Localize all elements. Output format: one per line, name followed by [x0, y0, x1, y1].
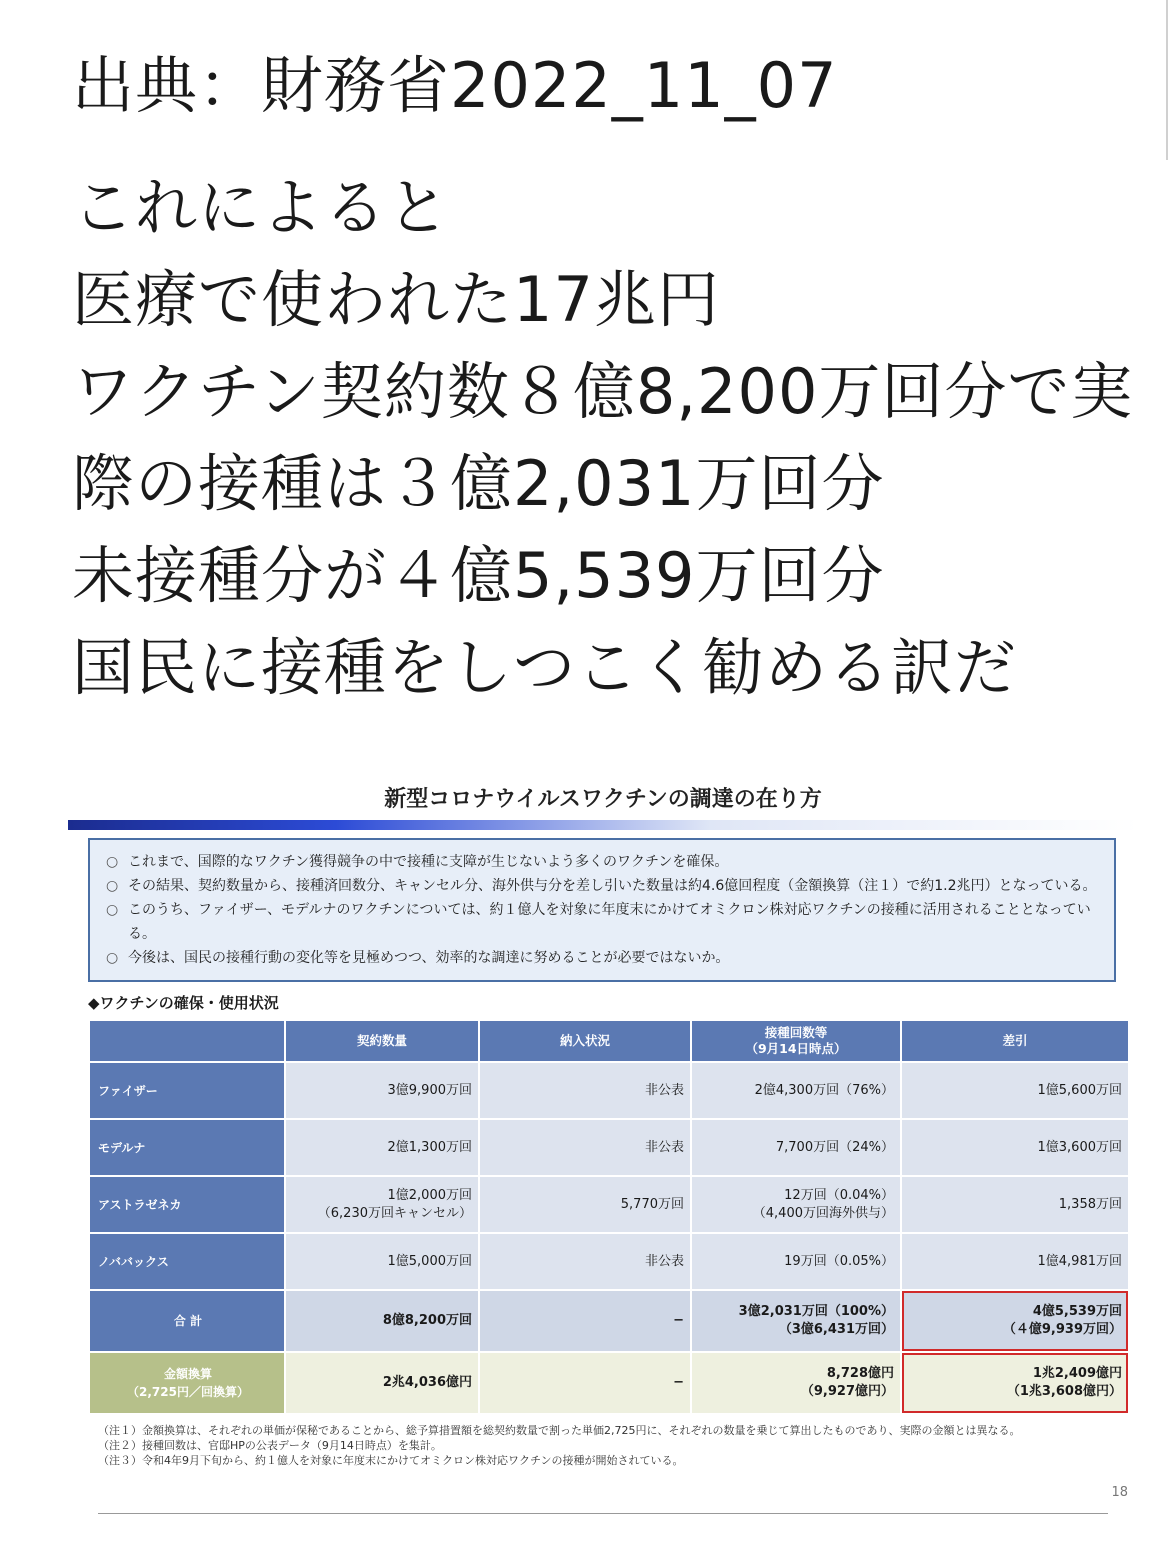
- cell-contract: 2億1,300万回: [285, 1119, 479, 1176]
- footnote: （注３）令和4年9月下旬から、約１億人を対象に年度末にかけてオミクロン株対応ワクチンの接種が開始されている。: [98, 1454, 684, 1467]
- cell-diff-highlighted: [901, 1290, 1129, 1352]
- source-line: 出典：財務省2022_11_07: [72, 49, 838, 122]
- cell-value: 1億2,000万回: [387, 1187, 472, 1203]
- cell-value: 3億2,031万回（100%）: [738, 1304, 894, 1319]
- money-row: [89, 1352, 1129, 1414]
- cell-delivery: 非公表: [479, 1233, 691, 1290]
- cell-value: 12万回（0.04%）: [784, 1187, 894, 1203]
- header-diff: 差引: [901, 1020, 1129, 1062]
- bullet-circle-icon: ○: [106, 854, 119, 870]
- cell-subvalue: （4,400万回海外供与）: [752, 1205, 894, 1221]
- post-line: これによると: [72, 171, 451, 244]
- cell-diff: 1,358万回: [901, 1176, 1129, 1233]
- cell-value: 8,728億円: [826, 1366, 894, 1381]
- post-line: 医療で使われた17兆円: [72, 263, 720, 336]
- table-row: [89, 1233, 1129, 1290]
- header-blank: [89, 1020, 285, 1062]
- vaccine-table: [88, 1019, 1130, 1415]
- summary-item: [106, 898, 1098, 946]
- cell-diff-highlighted: [901, 1352, 1129, 1414]
- cell-subvalue: （1兆3,608億円）: [1006, 1384, 1122, 1399]
- post-line: 際の接種は３億2,031万回分: [72, 447, 885, 520]
- summary-item: [106, 946, 1098, 970]
- summary-item: [106, 874, 1098, 898]
- row-label: [89, 1352, 285, 1414]
- table-row: [89, 1119, 1129, 1176]
- cell-diff: 1億3,600万回: [901, 1119, 1129, 1176]
- section-heading: ◆ワクチンの確保・使用状況: [88, 994, 279, 1012]
- cell-delivery: 5,770万回: [479, 1176, 691, 1233]
- cell-value: 1兆2,409億円: [1032, 1366, 1122, 1381]
- summary-text: その結果、契約数量から、接種済回数分、キャンセル分、海外供与分を差し引いた数量は約4.6億回程度（金額換算（注１）で約1.2兆円）となっている。: [128, 878, 1097, 894]
- cell-subvalue: （４億9,939万回）: [1002, 1322, 1122, 1337]
- cell-subvalue: （6,230万回キャンセル）: [317, 1205, 472, 1221]
- bullet-circle-icon: ○: [106, 902, 119, 918]
- cell-value: 3億9,900万回: [387, 1082, 472, 1098]
- cell-diff: 1億5,600万回: [901, 1062, 1129, 1119]
- post-line: ワクチン契約数８億8,200万回分で実: [72, 355, 1134, 428]
- row-label: ファイザー: [89, 1062, 285, 1119]
- slide-title: 新型コロナウイルスワクチンの調達の在り方: [384, 787, 822, 812]
- bullet-circle-icon: ○: [106, 878, 119, 894]
- cell-value: 4億5,539万回: [1032, 1304, 1122, 1319]
- title-underline-bar: [68, 820, 1138, 830]
- cell-delivery: 非公表: [479, 1119, 691, 1176]
- footnote: （注２）接種回数は、官邸HPの公表データ（9月14日時点）を集計。: [98, 1439, 442, 1452]
- summary-text: 今後は、国民の接種行動の変化等を見極めつつ、効率的な調達に努めることが必要ではないか。: [128, 950, 730, 966]
- cell-delivery: 非公表: [479, 1062, 691, 1119]
- post-line: 未接種分が４億5,539万回分: [72, 539, 885, 612]
- post-line: 国民に接種をしつこく勧める訳だ: [72, 631, 1018, 704]
- bottom-divider: [98, 1513, 1108, 1514]
- summary-item: [106, 850, 1098, 874]
- summary-text: これまで、国際的なワクチン獲得競争の中で接種に支障が生じないよう多くのワクチンを確保。: [128, 854, 729, 870]
- summary-text: このうち、ファイザー、モデルナのワクチンについては、約１億人を対象に年度末にかけてオミクロン株対応ワクチンの接種に活用されることとなっている。: [128, 902, 1091, 942]
- cell-delivery: −: [479, 1352, 691, 1414]
- footnotes: [98, 1423, 1138, 1468]
- table-row: [89, 1062, 1129, 1119]
- cell-doses: 7,700万回（24%）: [691, 1119, 901, 1176]
- row-label: ノババックス: [89, 1233, 285, 1290]
- page-number: 18: [1111, 1485, 1128, 1500]
- cell-contract: [285, 1062, 479, 1119]
- cell-delivery: −: [479, 1290, 691, 1352]
- cell-contract: 8億8,200万回: [285, 1290, 479, 1352]
- cell-contract: 2兆4,036億円: [285, 1352, 479, 1414]
- cell-doses: [691, 1176, 901, 1233]
- cell-doses: 19万回（0.05%）: [691, 1233, 901, 1290]
- total-row: [89, 1290, 1129, 1352]
- row-label: モデルナ: [89, 1119, 285, 1176]
- slide-image[interactable]: [68, 780, 1138, 1520]
- row-label-main: 金額換算: [163, 1367, 212, 1381]
- header-contract: 契約数量: [285, 1020, 479, 1062]
- row-label: 合 計: [89, 1290, 285, 1352]
- cell-subvalue: （9,927億円）: [800, 1384, 894, 1399]
- cell-doses: [691, 1290, 901, 1352]
- header-doses-sub: （9月14日時点）: [745, 1041, 847, 1056]
- cell-subvalue: （3億6,431万回）: [778, 1322, 894, 1337]
- scroll-indicator: [1166, 0, 1168, 160]
- post-text: [72, 40, 1152, 714]
- cell-contract: [285, 1176, 479, 1233]
- cell-contract: 1億5,000万回: [285, 1233, 479, 1290]
- table-header-row: [89, 1020, 1129, 1062]
- footnote: （注１）金額換算は、それぞれの単価が保秘であることから、総予算措置額を総契約数量で割った単価2,725円に、それぞれの数量を乗じて算出したものであり、実際の金額とは異なる。: [98, 1424, 1021, 1437]
- header-doses-label: 接種回数等: [764, 1025, 828, 1040]
- header-doses: [691, 1020, 901, 1062]
- cell-doses: 2億4,300万回（76%）: [691, 1062, 901, 1119]
- row-label: アストラゼネカ: [89, 1176, 285, 1233]
- bullet-circle-icon: ○: [106, 950, 119, 966]
- table-row: [89, 1176, 1129, 1233]
- header-delivery: 納入状況: [479, 1020, 691, 1062]
- summary-box: [88, 838, 1116, 982]
- row-label-sub: （2,725円／回換算）: [127, 1385, 249, 1399]
- cell-diff: 1億4,981万回: [901, 1233, 1129, 1290]
- cell-doses: [691, 1352, 901, 1414]
